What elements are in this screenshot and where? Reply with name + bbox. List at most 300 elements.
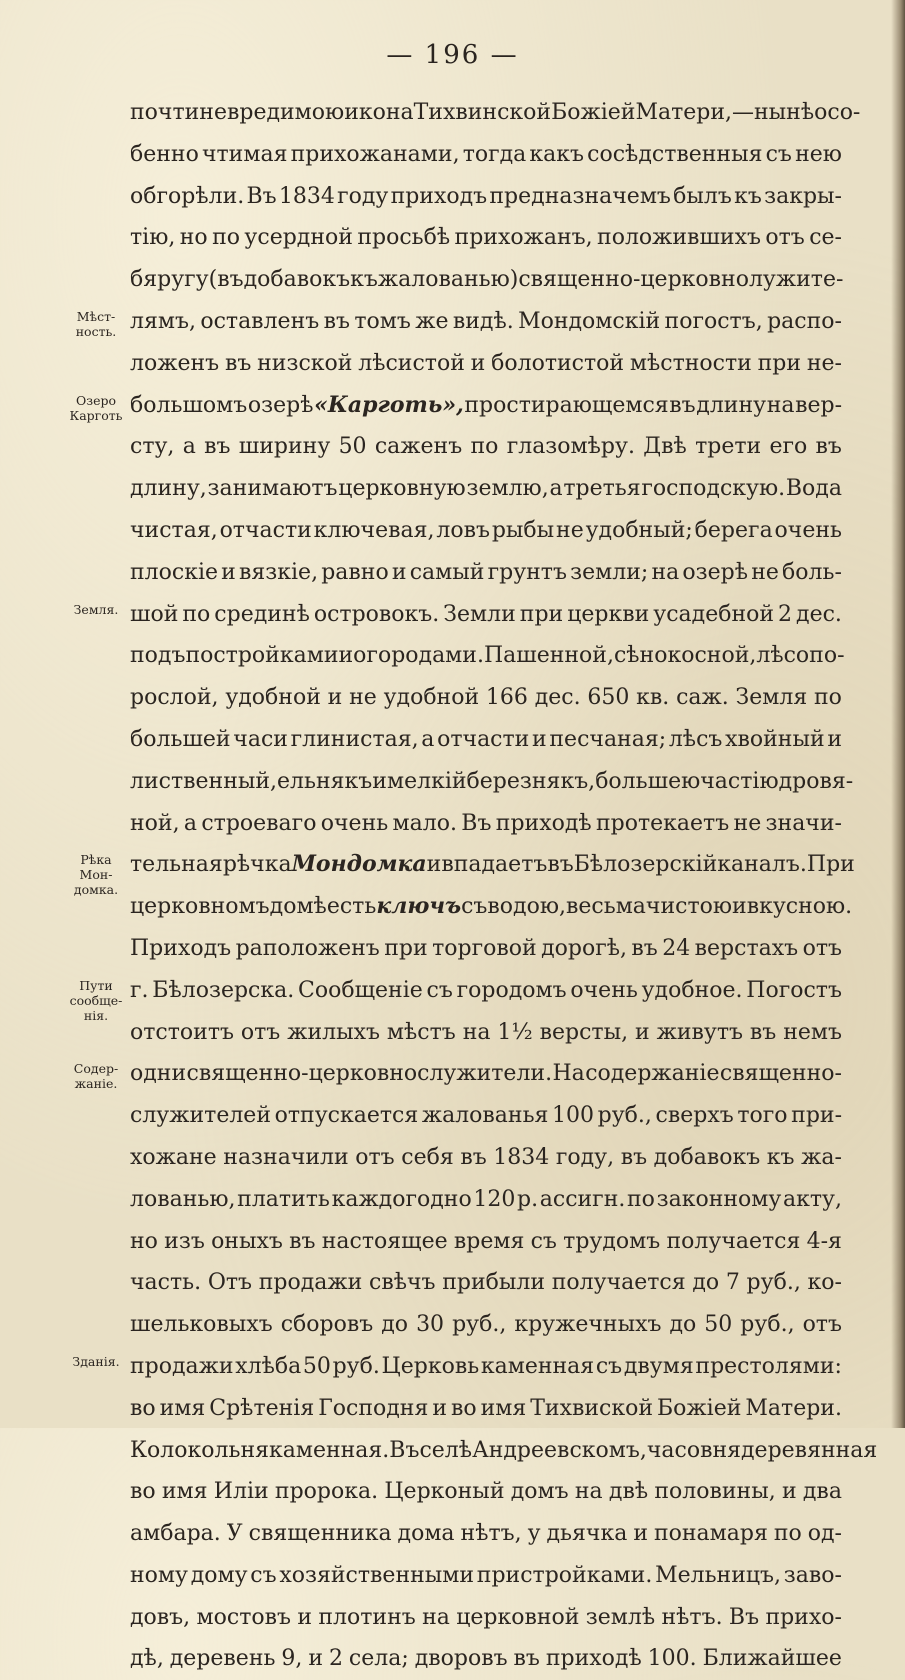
word: два: [802, 1479, 842, 1505]
word: прибыли: [442, 1270, 546, 1296]
word: 50: [704, 1312, 733, 1338]
text-line: [130, 259, 842, 301]
word: часи: [233, 726, 288, 752]
word: къ: [734, 183, 762, 209]
text-line: [130, 468, 842, 510]
word: лиственный,: [130, 768, 278, 794]
word: При: [806, 852, 855, 878]
word: ному: [130, 1562, 188, 1588]
word: ловъ: [436, 517, 490, 543]
text-line: [130, 1388, 842, 1430]
word: одни: [130, 1061, 187, 1087]
word: земли;: [570, 559, 649, 585]
word: и: [432, 1395, 447, 1421]
word: хожане: [130, 1144, 217, 1170]
word: и: [532, 726, 547, 752]
word: а: [182, 434, 196, 460]
word: и: [633, 1521, 648, 1547]
word: Сообщеніе: [298, 977, 423, 1003]
word: низской: [257, 350, 353, 376]
word: 50: [302, 1353, 331, 1379]
word: Мельницъ,: [655, 1562, 782, 1588]
word: году,: [555, 1144, 615, 1170]
text-line: [130, 1430, 878, 1472]
word: ругу: [157, 267, 209, 293]
word: священника: [248, 1521, 392, 1547]
word: хозяйственными: [279, 1562, 475, 1588]
word: видѣ.: [452, 308, 514, 334]
word: саженъ: [374, 434, 463, 460]
word: настоящее: [321, 1228, 448, 1254]
word: въ: [204, 434, 231, 460]
word: бя: [130, 267, 158, 293]
word: руб.,: [740, 1312, 795, 1338]
word: престолями:: [695, 1353, 842, 1379]
text-line: [130, 1262, 842, 1304]
text-line: [130, 385, 842, 427]
margin-note-line: Озеро: [76, 392, 116, 408]
word: не: [556, 517, 584, 543]
text-line: [130, 510, 842, 552]
word: имя: [480, 1395, 527, 1421]
word: господскую.: [641, 476, 786, 502]
word: прихо-: [765, 1604, 842, 1630]
word: церковномъ: [130, 894, 270, 920]
text-line: [130, 343, 842, 385]
word: икона: [344, 100, 414, 125]
text-line: [130, 92, 861, 134]
word: прихожанъ,: [454, 225, 593, 251]
word: 1½: [497, 1019, 533, 1045]
word: строеваго: [201, 810, 317, 836]
word: длину,: [130, 476, 207, 502]
word: У: [226, 1521, 243, 1547]
word: въ: [631, 935, 658, 961]
word: но: [179, 225, 208, 251]
word: добавокъ: [243, 267, 351, 293]
text-line: [130, 1638, 842, 1680]
word: Божіей: [657, 1395, 742, 1421]
word: и: [221, 559, 236, 585]
text-line: [130, 1012, 842, 1054]
word: и: [827, 726, 842, 752]
word: и: [391, 559, 407, 585]
word: рослой,: [130, 685, 219, 711]
word: но: [130, 1228, 158, 1254]
word: ассигн.: [539, 1186, 626, 1212]
word: половины,: [654, 1479, 776, 1505]
word: на: [462, 1019, 491, 1045]
word: не: [733, 810, 762, 836]
word: землю,: [466, 476, 549, 502]
margin-note-zdaniya: [60, 1354, 132, 1369]
word: и: [308, 1646, 324, 1672]
text-line: [130, 1095, 842, 1137]
word: 650: [587, 685, 630, 711]
word: жа-: [801, 1144, 842, 1170]
word: и: [732, 894, 747, 920]
word: болотистой: [491, 350, 625, 376]
word: отъ: [355, 1144, 395, 1170]
word: од-: [807, 1521, 842, 1547]
word: руб.,: [452, 1312, 507, 1338]
word: се-: [809, 225, 842, 251]
word: грунтъ: [487, 559, 567, 585]
text-line: [130, 301, 842, 343]
word: 4-я: [806, 1228, 842, 1254]
word: трудомъ: [563, 1228, 661, 1254]
word: Господня: [318, 1395, 429, 1421]
word: Ближайшее: [702, 1646, 842, 1672]
word: и: [338, 643, 354, 669]
word: 120: [473, 1186, 516, 1212]
word: руб.: [332, 1353, 380, 1379]
word: Пашенной,: [483, 643, 614, 669]
word: значи-: [765, 810, 842, 836]
word: добавокъ: [653, 1144, 761, 1170]
word: амбара.: [130, 1521, 221, 1547]
word: сборовъ: [280, 1312, 374, 1338]
page-number: — 196 —: [386, 40, 519, 70]
word: Вода: [785, 476, 842, 502]
word: Приходъ: [130, 935, 232, 961]
word: осо-: [814, 100, 861, 125]
word: священно-церковнолужите-: [518, 267, 844, 293]
word: въ: [289, 1228, 316, 1254]
margin-note-line: домка.: [73, 882, 119, 898]
word: мостовъ: [196, 1604, 291, 1630]
word: очень: [774, 517, 842, 543]
word: дворовъ: [414, 1646, 508, 1672]
word: села;: [348, 1646, 409, 1672]
word: усадебной: [653, 601, 775, 627]
word: дес.: [534, 685, 581, 711]
word: жалованья: [421, 1103, 549, 1129]
word: лѣсопо-: [756, 643, 845, 669]
word: Иліи: [213, 1479, 269, 1505]
text-line: [130, 1346, 842, 1388]
word: году: [337, 183, 389, 209]
word: 100: [552, 1103, 595, 1129]
word: нею: [795, 141, 842, 167]
word: назначили: [223, 1144, 349, 1170]
margin-note-line: сообще-: [69, 992, 123, 1008]
word: городомъ: [456, 977, 567, 1003]
word: мѣстности: [629, 350, 752, 376]
word: оныхъ: [211, 1228, 283, 1254]
word: Андреевскомъ,: [472, 1437, 647, 1463]
word: просьбѣ: [357, 225, 451, 251]
word: Тихвиской: [530, 1395, 654, 1421]
word: удобной: [225, 685, 321, 711]
word: тельная: [130, 852, 223, 878]
word: г.: [130, 977, 149, 1003]
word: жалованью): [377, 267, 519, 293]
word: закры-: [764, 183, 842, 209]
word: раположенъ: [235, 935, 380, 961]
word: Погостъ: [746, 977, 842, 1003]
word: церковную: [338, 476, 466, 502]
word: глазомѣру.: [506, 434, 635, 460]
word: дома: [397, 1521, 455, 1547]
word: пророка.: [274, 1479, 379, 1505]
word: подъ: [130, 643, 186, 669]
word: лѣсистой: [358, 350, 465, 376]
word: на: [651, 559, 680, 585]
margin-note-line: Содер-: [73, 1061, 119, 1077]
word: сѣнокосной,: [613, 643, 757, 669]
word: 2: [328, 1646, 343, 1672]
word: Мондомскій: [518, 308, 661, 334]
word: приходѣ: [495, 810, 592, 836]
word: при: [384, 935, 428, 961]
word: обгорѣли.: [130, 183, 245, 209]
word: селѣ: [419, 1437, 473, 1463]
word: берега: [694, 517, 773, 543]
word: въ: [669, 392, 696, 418]
margin-note-puti: [60, 978, 132, 1023]
text-line: [130, 1053, 842, 1095]
margin-note-soderzhanie: [60, 1061, 132, 1091]
word: удобное.: [641, 977, 743, 1003]
word: съ: [530, 1228, 557, 1254]
word: въ: [815, 434, 842, 460]
word: не: [349, 685, 377, 711]
word: огородами.: [353, 643, 484, 669]
word: Матери,—нынѣ: [635, 100, 815, 125]
word: руб.,: [597, 1103, 652, 1129]
margin-note-line: Зданія.: [72, 1354, 120, 1369]
margin-note-line: Рѣка: [80, 852, 112, 868]
word: до: [669, 1312, 697, 1338]
word: и: [635, 1019, 650, 1045]
word: приходѣ: [545, 1646, 642, 1672]
word: прихожанами,: [290, 141, 460, 167]
word: дес.: [796, 601, 842, 627]
margin-note-line: Мѣст-: [76, 309, 116, 324]
word: Бѣлозерска.: [152, 977, 295, 1003]
text-line: [130, 1179, 842, 1221]
word: каменная.: [268, 1437, 390, 1463]
word: срединѣ: [214, 601, 310, 627]
word: мало.: [392, 810, 457, 836]
word: длину: [696, 392, 767, 418]
word: большею: [595, 768, 701, 794]
word: Въ: [389, 1437, 420, 1463]
word: Срѣтенія: [209, 1395, 315, 1421]
word: содержаніе: [585, 1061, 720, 1087]
word: пристройками.: [476, 1562, 653, 1588]
word: Матери.: [745, 1395, 842, 1421]
word: плоскіе: [130, 559, 219, 585]
word: шой: [130, 601, 179, 627]
word: не: [751, 559, 779, 585]
margin-note-line: жаніе.: [74, 1076, 118, 1092]
margin-note-line: Земля.: [73, 601, 119, 617]
word: водою,: [487, 894, 566, 920]
word: ключевая,: [313, 517, 435, 543]
word: при-: [791, 1103, 842, 1129]
word: 1834: [493, 1144, 550, 1170]
word: по: [814, 685, 842, 711]
word: и: [470, 350, 486, 376]
word: плотинъ: [318, 1604, 416, 1630]
word: на: [766, 392, 795, 418]
margin-note-line: ность.: [75, 324, 117, 339]
word: саж.: [676, 685, 729, 711]
margin-note-ozero: [60, 393, 132, 423]
word: въ: [460, 1144, 487, 1170]
word: у: [527, 1521, 541, 1547]
word: ложенъ: [130, 350, 220, 376]
word: Церковь: [381, 1353, 480, 1379]
margin-note-line: Мон-: [79, 867, 113, 883]
word: приходъ: [390, 183, 488, 209]
word: есть: [326, 894, 377, 920]
word: дѣ,: [130, 1646, 164, 1672]
word: дровя-: [778, 768, 854, 794]
word: въ: [513, 1646, 540, 1672]
word: протекаетъ: [595, 810, 730, 836]
word: нѣтъ,: [460, 1521, 522, 1547]
word: 1834: [278, 183, 335, 209]
text-line: [130, 134, 842, 176]
word: томъ: [354, 308, 411, 334]
word: рѣчка: [222, 852, 292, 878]
word: при: [519, 601, 564, 627]
text-line: [130, 970, 842, 1012]
word: 100.: [647, 1646, 697, 1672]
word: каналъ.: [717, 852, 807, 878]
word: чистая,: [130, 517, 218, 543]
word: лямъ,: [130, 308, 196, 334]
word: занимаютъ: [207, 476, 338, 502]
word: каждогодно: [331, 1186, 472, 1212]
text-line: [130, 1555, 842, 1597]
word: и: [327, 685, 343, 711]
word: себя: [401, 1144, 454, 1170]
word: ельнякъ: [277, 768, 373, 794]
text-line: [130, 1513, 842, 1555]
text-line: [130, 426, 842, 468]
word: отпускается: [274, 1103, 419, 1129]
word: по: [470, 434, 499, 460]
word: тогда: [462, 141, 527, 167]
word: отчасти: [437, 726, 530, 752]
word: изъ: [164, 1228, 205, 1254]
word: (въ: [208, 267, 244, 293]
text-line: [130, 761, 854, 803]
word: впадаетъ: [441, 852, 548, 878]
word: 166: [485, 685, 528, 711]
word: 30: [416, 1312, 445, 1338]
word: дьячка: [546, 1521, 628, 1547]
word: время: [453, 1228, 525, 1254]
word: торговой: [432, 935, 537, 961]
word: не-: [806, 350, 842, 376]
word: довъ,: [130, 1604, 191, 1630]
word: на: [422, 1604, 450, 1630]
margin-note-reka: [60, 852, 132, 897]
word: лѣсъ: [668, 726, 723, 752]
word: и: [781, 1479, 797, 1505]
word: съ: [595, 1353, 623, 1379]
word: постройками: [185, 643, 339, 669]
word: священно-: [719, 1061, 842, 1087]
word: домѣ: [269, 894, 327, 920]
word: ной,: [130, 810, 180, 836]
word: того: [737, 1103, 788, 1129]
word: домъ: [510, 1479, 569, 1505]
word: шельковыхъ: [130, 1312, 273, 1338]
word: островокъ.: [313, 601, 440, 627]
word: церковной: [456, 1604, 580, 1630]
text-line: [130, 594, 842, 636]
word: по: [773, 1521, 802, 1547]
word: въ: [323, 308, 350, 334]
margin-note-line: Пути: [79, 977, 113, 993]
word: ширину: [238, 434, 331, 460]
word: Колокольня: [130, 1437, 269, 1463]
word: мелкій: [386, 768, 467, 794]
word: Бѣлозерскій: [573, 852, 718, 878]
word: 24: [662, 935, 691, 961]
word: оставленъ: [200, 308, 320, 334]
text-line: [130, 803, 842, 845]
word: озерѣ: [682, 559, 749, 585]
word: удобной: [383, 685, 480, 711]
text-line: [130, 1471, 842, 1513]
word: дорогѣ,: [541, 935, 627, 961]
word: Земля: [735, 685, 808, 711]
word: часть.: [130, 1270, 202, 1296]
word: жилыхъ: [287, 1019, 381, 1045]
word: Церконый: [384, 1479, 505, 1505]
word: мѣстъ: [386, 1019, 456, 1045]
word: равно: [321, 559, 389, 585]
text-line: [130, 552, 842, 594]
word: къ: [766, 1144, 795, 1170]
word: во: [450, 1395, 477, 1421]
word: бенно: [130, 141, 199, 167]
word: 50: [338, 434, 367, 460]
word: большей: [130, 726, 231, 752]
word: «Карготь»,: [314, 391, 464, 418]
word: дому: [190, 1562, 248, 1588]
word: платить: [237, 1186, 330, 1212]
word: хвойный: [725, 726, 825, 752]
word: какъ: [529, 141, 585, 167]
word: часовня: [646, 1437, 742, 1463]
word: живутъ: [656, 1019, 743, 1045]
margin-note-line: нія.: [83, 1007, 109, 1023]
word: получается: [666, 1228, 801, 1254]
text-line: [130, 635, 845, 677]
word: сту,: [130, 434, 175, 460]
word: третья: [563, 476, 641, 502]
word: отъ: [765, 225, 805, 251]
word: невредимою: [199, 100, 345, 125]
word: вязкіе,: [239, 559, 319, 585]
word: р.: [517, 1186, 539, 1212]
word: руб.,: [746, 1270, 801, 1296]
word: распо-: [767, 308, 842, 334]
text-line: [130, 928, 842, 970]
word: и: [372, 768, 387, 794]
word: деревянная: [741, 1437, 878, 1463]
word: къ: [350, 267, 378, 293]
word: чтимая: [201, 141, 288, 167]
